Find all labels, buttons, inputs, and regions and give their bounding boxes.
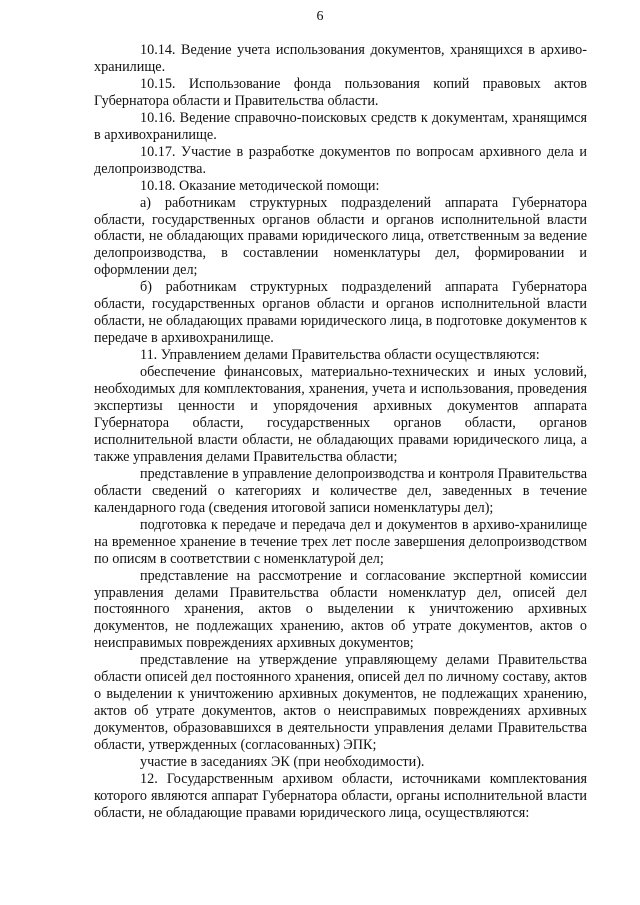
paragraph-10-18-a: а) работникам структурных подразделений аппарата Губернатора области, государственных органов области и органов исполнительной власти области, не обладающих правами юридического лица, ответственным за ведение делопроизводства, в составлении номенклатуры дел, формировании и оформлении дел; xyxy=(94,194,587,279)
paragraph-10-14: 10.14. Ведение учета использования документов, хранящихся в архиво-хранилище. xyxy=(94,42,587,75)
paragraph-10-16: 10.16. Ведение справочно-поисковых средств к документам, хранящимся в архивохранилище. xyxy=(94,109,587,143)
paragraph-11-meetings: участие в заседаниях ЭК (при необходимости). xyxy=(140,754,425,771)
paragraph-10-18-b: б) работникам структурных подразделений аппарата Губернатора области, государственных органов области и органов исполнительной власти области, не обладающих правами юридического лица, в подготовке документов к передаче в архивохранилище. xyxy=(94,279,588,347)
paragraph-10-15: 10.15. Использование фонда пользования копий правовых актов Губернатора области и Правительства области. xyxy=(94,75,587,109)
paragraph-11: 11. Управлением делами Правительства области осуществляются: xyxy=(140,347,540,364)
paragraph-11-approval: представление на утверждение управляющему делами Правительства области описей дел постоянного хранения, описей дел по личному составу, актов о выделении к уничтожению архивных документов, не подлежащих хранению, актов об утрате документов, актов о неисправимых повреждениях архивных документов, образовавшихся в деятельности управления делами Правительства области, утвержденных (согласованных) ЭПК; xyxy=(94,652,587,754)
page-number: 6 xyxy=(316,9,324,24)
paragraph-11-transfer: подготовка к передаче и передача дел и документов в архиво-хранилище на временное хранение в течение трех лет после завершения делопроизводством по описям в соответствии с номенклатурой дел; xyxy=(94,516,587,567)
paragraph-11-provision: обеспечение финансовых, материально-технических и иных условий, необходимых для комплектования, хранения, учета и использования, проведения экспертизы ценности и упорядочения архивных документов аппарата Губернатора области, государственных органов области, органов исполнительной власти области, не обладающих правами юридического лица, а также управления делами Правительства области; xyxy=(94,364,587,465)
document-body xyxy=(94,42,587,822)
paragraph-11-reporting: представление в управление делопроизводства и контроля Правительства области сведений о категориях и количестве дел, заведенных в течение календарного года (сведения итоговой записи номенклатуры дел); xyxy=(94,465,587,516)
paragraph-11-review: представление на рассмотрение и согласование экспертной комиссии управления делами Правительства области номенклатур дел, описей дел постоянного хранения, актов о выделении к уничтожению архивных документов, не подлежащих хранению, актов об утрате документов, актов о неисправимых повреждениях архивных документов; xyxy=(94,567,587,652)
paragraph-10-18: 10.18. Оказание методической помощи: xyxy=(140,177,380,194)
paragraph-12: 12. Государственным архивом области, источниками комплектования которого являются аппарат Губернатора области, органы исполнительной власти области, не обладающие правами юридического лица, осуществляются: xyxy=(94,770,587,821)
paragraph-10-17: 10.17. Участие в разработке документов по вопросам архивного дела и делопроизводства. xyxy=(94,143,587,177)
